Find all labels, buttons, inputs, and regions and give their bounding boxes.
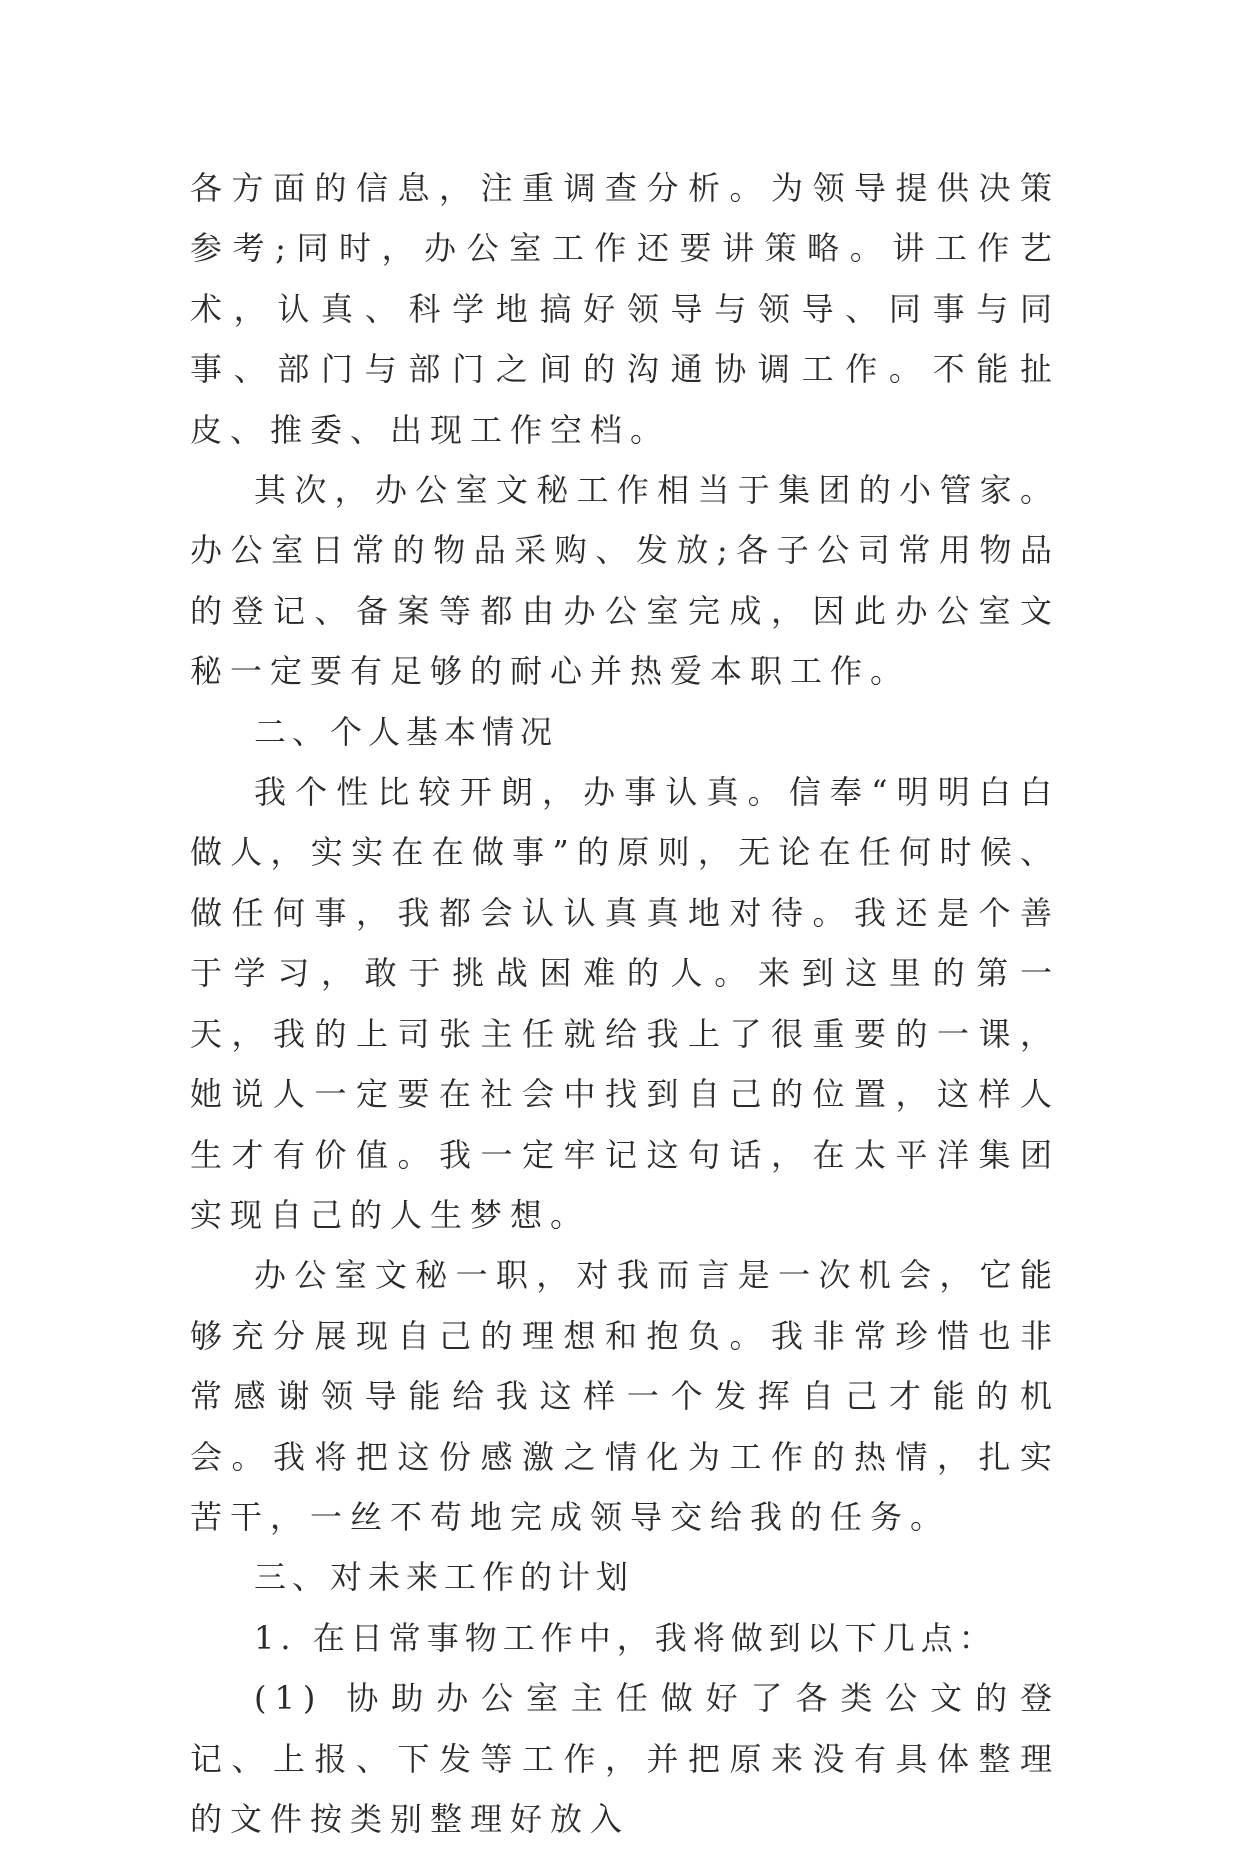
document-page (190, 158, 1060, 1849)
paragraph-document-handling: (1) 协助办公室主任做好了各类公文的登记、上报、下发等工作，并把原来没有具体整理的文件按类别整理好放入 (190, 1679, 1060, 1838)
paragraph-opportunity: 办公室文秘一职，对我而言是一次机会，它能够充分展现自己的理想和抱负。我非常珍惜也非常感谢领导能给我这样一个发挥自己才能的机会。我将把这份感激之情化为工作的热情，扎实苦干，一丝不苟地完成领导交给我的任务。 (190, 1256, 1060, 1536)
heading-future-plan: 三、对未来工作的计划 (254, 1558, 635, 1597)
paragraph-personality: 我个性比较开朗，办事认真。信奉“明明白白做人，实实在在做事”的原则，无论在任何时候、做任何事，我都会认认真真地对待。我还是个善于学习，敢于挑战困难的人。来到这里的第一天，我的上司张主任就给我上了很重要的一课，她说人一定要在社会中找到自己的位置，这样人生才有价值。我一定牢记这句话，在太平洋集团实现自己的人生梦想。 (190, 773, 1060, 1234)
heading-personal-info: 二、个人基本情况 (254, 712, 559, 751)
paragraph-office-housekeeper: 其次，办公室文秘工作相当于集团的小管家。办公室日常的物品采购、发放;各子公司常用物品的登记、备案等都由办公室完成，因此办公室文秘一定要有足够的耐心并热爱本职工作。 (190, 471, 1060, 691)
paragraph-info-analysis: 各方面的信息，注重调查分析。为领导提供决策参考;同时，办公室工作还要讲策略。讲工作艺术，认真、科学地搞好领导与领导、同事与同事、部门与部门之间的沟通协调工作。不能扯皮、推委、出现工作空档。 (190, 169, 1060, 449)
subheading-daily-work: 1. 在日常事物工作中，我将做到以下几点： (254, 1618, 997, 1657)
